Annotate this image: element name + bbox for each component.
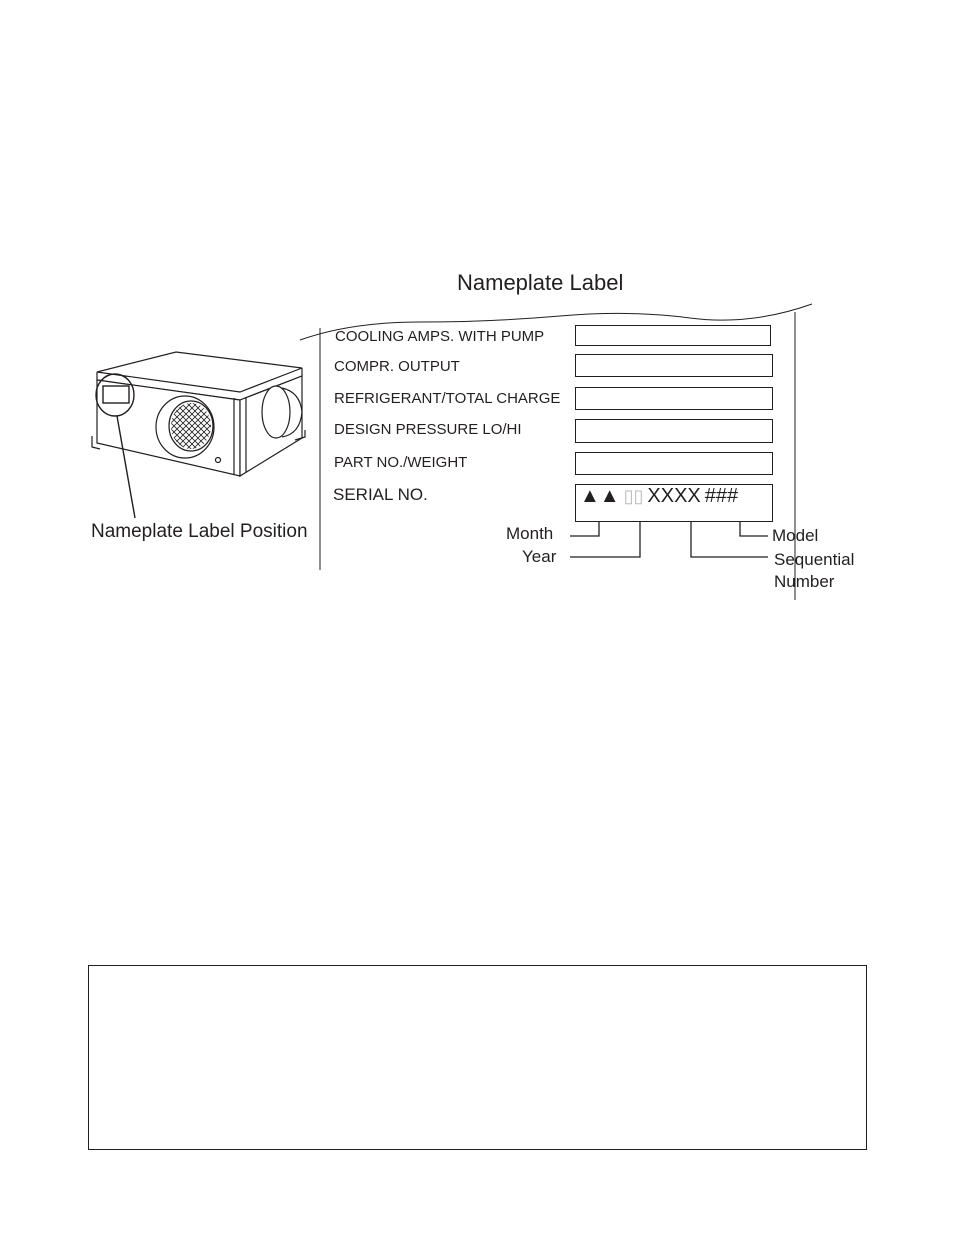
duct-collar — [262, 386, 290, 438]
callout-sequential-line2: Number — [774, 572, 835, 591]
unit-illustration — [92, 352, 305, 518]
row-label-part-no: PART NO./WEIGHT — [334, 454, 468, 471]
field-box-cooling-amps — [575, 325, 771, 346]
diagram-title: Nameplate Label — [457, 270, 624, 295]
row-label-design-pressure: DESIGN PRESSURE LO/HI — [334, 421, 522, 438]
callout-year: Year — [522, 547, 557, 566]
field-box-design-pressure — [575, 419, 773, 443]
nameplate-position-label: Nameplate Label Position — [91, 521, 308, 542]
field-box-refrigerant — [575, 387, 773, 410]
field-box-part-no — [575, 452, 773, 475]
field-box-compr-output — [575, 354, 773, 377]
row-label-refrigerant: REFRIGERANT/TOTAL CHARGE — [334, 390, 561, 407]
serial-year-code: ▯▯ — [623, 486, 644, 506]
serial-label: SERIAL NO. — [333, 485, 428, 504]
row-label-compr-output: COMPR. OUTPUT — [334, 358, 460, 375]
callout-month: Month — [506, 524, 554, 543]
row-label-cooling-amps: COOLING AMPS. WITH PUMP — [335, 328, 545, 345]
serial-sequence-code: XXXX — [647, 485, 701, 507]
serial-month-code: ▲▲ — [580, 485, 620, 507]
empty-note-box — [88, 965, 867, 1150]
serial-model-code: ### — [704, 485, 739, 507]
serial-code — [580, 485, 742, 508]
callout-model: Model — [772, 526, 819, 545]
callout-sequential-line1: Sequential — [774, 550, 855, 569]
